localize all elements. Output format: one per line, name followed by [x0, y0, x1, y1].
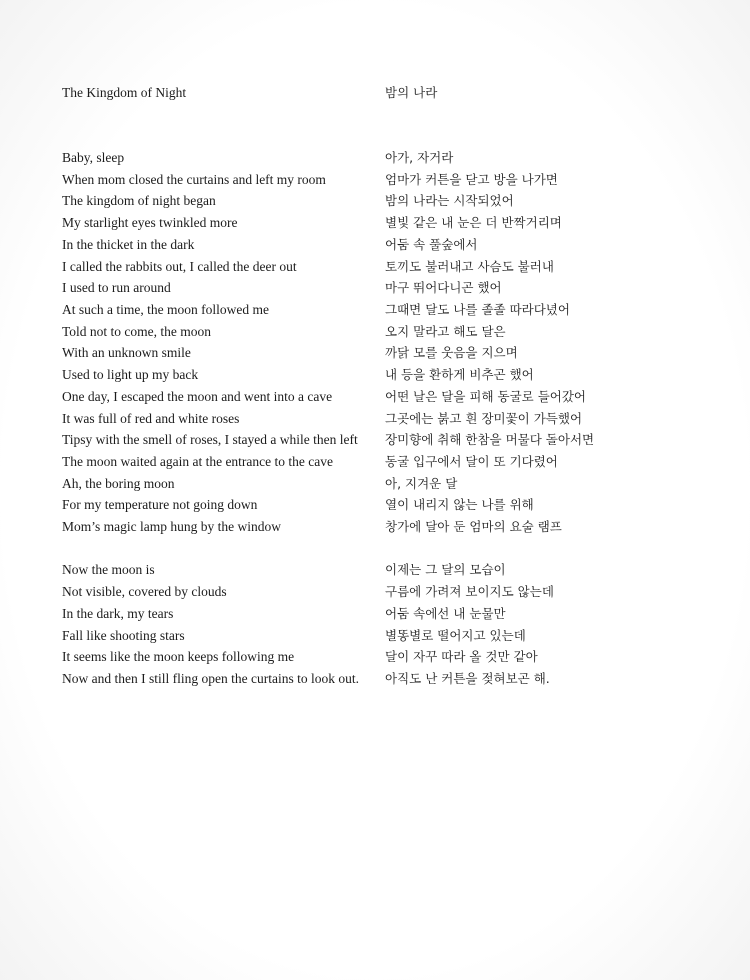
poem-line: My starlight eyes twinkled more: [62, 215, 238, 231]
poem-line: 아직도 난 커튼을 젖혀보곤 해.: [385, 670, 550, 686]
poem-line: 이제는 그 달의 모습이: [385, 562, 506, 578]
poem-line: In the thicket in the dark: [62, 236, 195, 252]
poem-line: 별빛 같은 내 눈은 더 반짝거리며: [385, 215, 562, 231]
poem-line: Now and then I still fling open the curtains to look out.: [62, 670, 359, 686]
poem-line: 별똥별로 떨어지고 있는데: [385, 627, 526, 643]
poem-line: 장미향에 취해 한참을 머물다 돌아서면: [385, 432, 595, 448]
poem-line: 어둠 속에선 내 눈물만: [385, 605, 506, 621]
poem-line: Used to light up my back: [62, 367, 199, 383]
korean-column: [385, 82, 725, 711]
poem-line: Baby, sleep: [62, 150, 125, 166]
poem-line: 동굴 입구에서 달이 또 기다렸어: [385, 453, 558, 469]
poem-line: Not visible, covered by clouds: [62, 584, 227, 600]
poem-line: The kingdom of night began: [62, 193, 216, 209]
poem-line: It seems like the moon keeps following me: [62, 649, 295, 665]
poem-line: With an unknown smile: [62, 345, 191, 361]
poem-line: 그때면 달도 나를 졸졸 따라다녔어: [385, 302, 570, 317]
korean-stanza-1: [385, 147, 725, 538]
poem-line: Ah, the boring moon: [62, 475, 175, 491]
poem-line: 내 등을 환하게 비추곤 했어: [385, 367, 534, 383]
poem-line: At such a time, the moon followed me: [62, 302, 269, 317]
english-column: [62, 82, 372, 711]
poem-line: Tipsy with the smell of roses, I stayed a while then left: [62, 432, 358, 448]
poem-line: Fall like shooting stars: [62, 627, 185, 643]
poem-line: 토끼도 불러내고 사슴도 불러내: [385, 258, 554, 274]
english-stanza-2: [62, 559, 372, 689]
poem-line: 달이 자꾸 따라 올 것만 같아: [385, 649, 538, 665]
poem-line: 어둠 속 풀숲에서: [385, 236, 478, 252]
korean-title: 밤의 나라: [385, 85, 438, 100]
poem-line: I called the rabbits out, I called the deer out: [62, 258, 297, 274]
poem-line: 그곳에는 붉고 흰 장미꽃이 가득했어: [385, 410, 583, 426]
poem-line: 엄마가 커튼을 닫고 방을 나가면: [385, 171, 558, 187]
english-title: The Kingdom of Night: [62, 85, 187, 100]
poem-line: 오지 말라고 해도 달은: [385, 323, 506, 339]
poem-line: When mom closed the curtains and left my room: [62, 171, 326, 187]
poem-line: Mom’s magic lamp hung by the window: [62, 519, 281, 535]
poem-line: 밤의 나라는 시작되었어: [385, 193, 514, 209]
poem-line: In the dark, my tears: [62, 605, 174, 621]
poem-line: 열이 내리지 않는 나를 위해: [385, 497, 534, 513]
poem-line: 창가에 달아 둔 엄마의 요술 램프: [385, 519, 562, 535]
korean-stanza-2: [385, 559, 725, 689]
poem-line: It was full of red and white roses: [62, 410, 240, 426]
poem-line: For my temperature not going down: [62, 497, 258, 513]
english-stanza-1: [62, 147, 372, 538]
poem-line: I used to run around: [62, 280, 171, 296]
poem-line: 마구 뛰어다니곤 했어: [385, 280, 502, 296]
poem-line: Now the moon is: [62, 562, 155, 578]
poem-line: 까닭 모를 웃음을 지으며: [385, 345, 518, 361]
poem-line: Told not to come, the moon: [62, 323, 212, 339]
poem-line: One day, I escaped the moon and went into a cave: [62, 388, 333, 404]
poem-line: 어떤 날은 달을 피해 동굴로 들어갔어: [385, 388, 586, 404]
poem-line: 구름에 가려져 보이지도 않는데: [385, 584, 554, 600]
poem-line: The moon waited again at the entrance to the cave: [62, 453, 334, 469]
poem-line: 아가, 자거라: [385, 150, 454, 166]
poem-line: 아, 지겨운 달: [385, 475, 458, 491]
